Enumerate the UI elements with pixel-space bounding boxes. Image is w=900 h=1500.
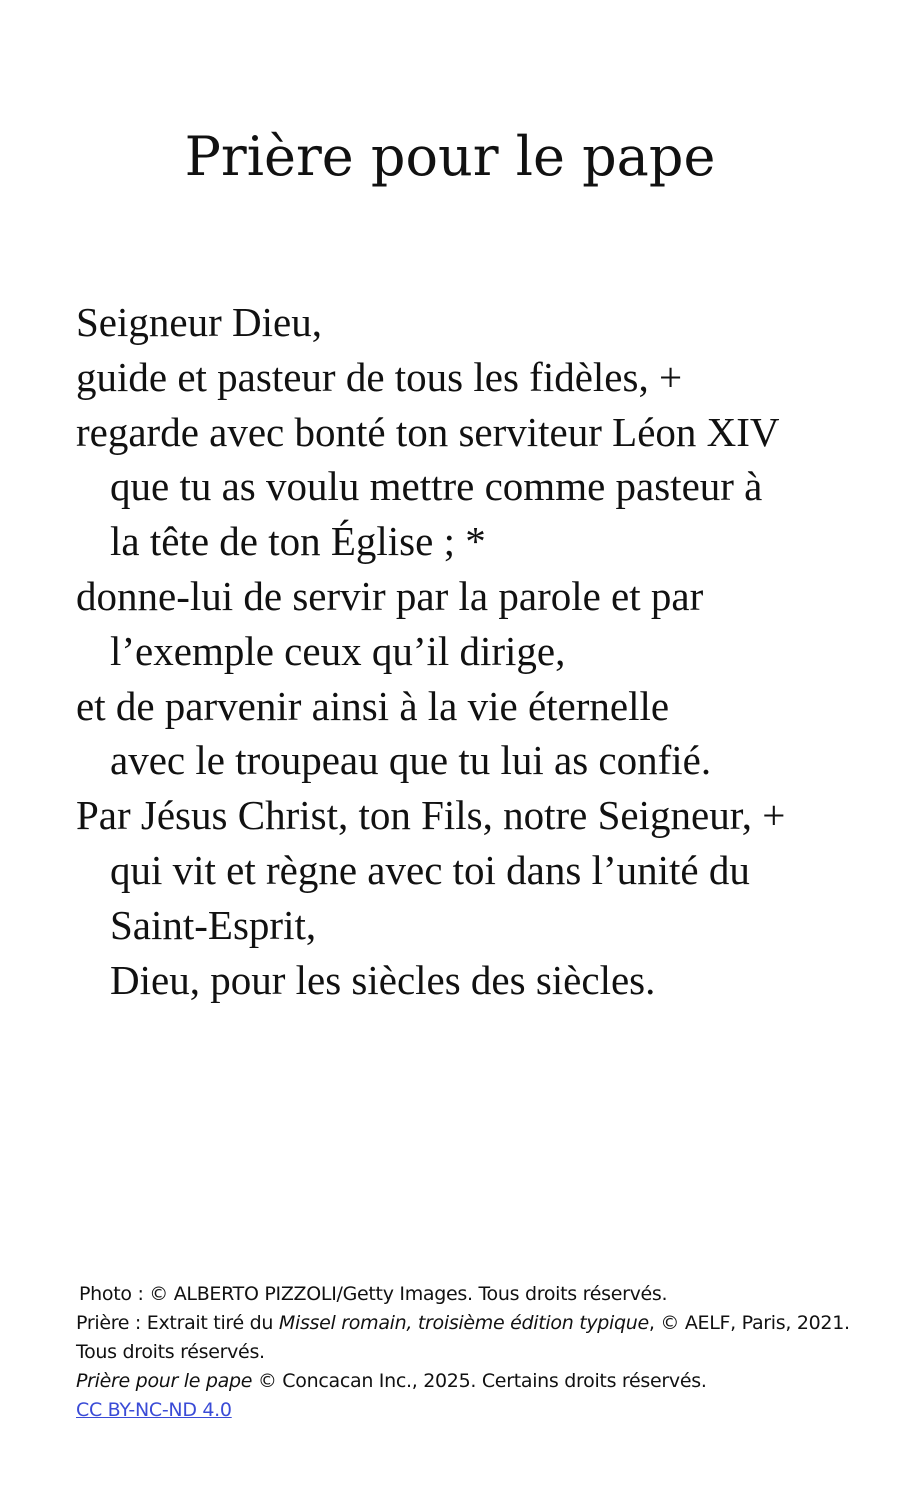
prayer-line: Dieu, pour les siècles des siècles. xyxy=(110,956,656,1003)
prayer-source-prefix: Prière : Extrait tiré du xyxy=(76,1312,279,1334)
prayer-line: donne-lui de servir par la parole et par xyxy=(76,572,704,619)
prayer-source-credit xyxy=(76,1309,876,1338)
prayer-source-suffix: , © AELF, Paris, 2021. xyxy=(648,1312,850,1334)
prayer-rights: Tous droits réservés. xyxy=(76,1341,265,1363)
credits xyxy=(76,1280,876,1425)
prayer-line: la tête de ton Église ; * xyxy=(110,518,486,565)
photo-credit: Photo : © ALBERTO PIZZOLI/Getty Images. Tous droits réservés. xyxy=(79,1283,668,1305)
prayer-line: que tu as voulu mettre comme pasteur à xyxy=(110,463,763,510)
license-row xyxy=(76,1396,876,1425)
prayer-line: l’exemple ceux qu’il dirige, xyxy=(110,627,566,674)
prayer-line: regarde avec bonté ton serviteur Léon XIV xyxy=(76,408,780,455)
missal-title: Missel romain, troisième édition typique xyxy=(278,1312,649,1334)
copyright-text: © Concacan Inc., 2025. Certains droits réservés. xyxy=(252,1370,707,1392)
prayer-line: Seigneur Dieu, xyxy=(76,299,322,345)
prayer-line: avec le troupeau que tu lui as confié. xyxy=(110,737,712,784)
prayer-line: qui vit et règne avec toi dans l’unité du xyxy=(110,846,750,893)
prayer-line: guide et pasteur de tous les fidèles, + xyxy=(76,353,683,400)
copyright-title: Prière pour le pape xyxy=(76,1370,253,1392)
prayer-text xyxy=(76,295,866,1007)
page-title: Prière pour le pape xyxy=(184,125,716,188)
prayer-line: et de parvenir ainsi à la vie éternelle xyxy=(76,682,670,729)
prayer-line: Saint-Esprit, xyxy=(110,901,317,948)
copyright-notice xyxy=(76,1367,876,1396)
prayer-line: Par Jésus Christ, ton Fils, notre Seigneur, + xyxy=(76,792,786,839)
license-link[interactable]: CC BY-NC-ND 4.0 xyxy=(76,1399,232,1421)
